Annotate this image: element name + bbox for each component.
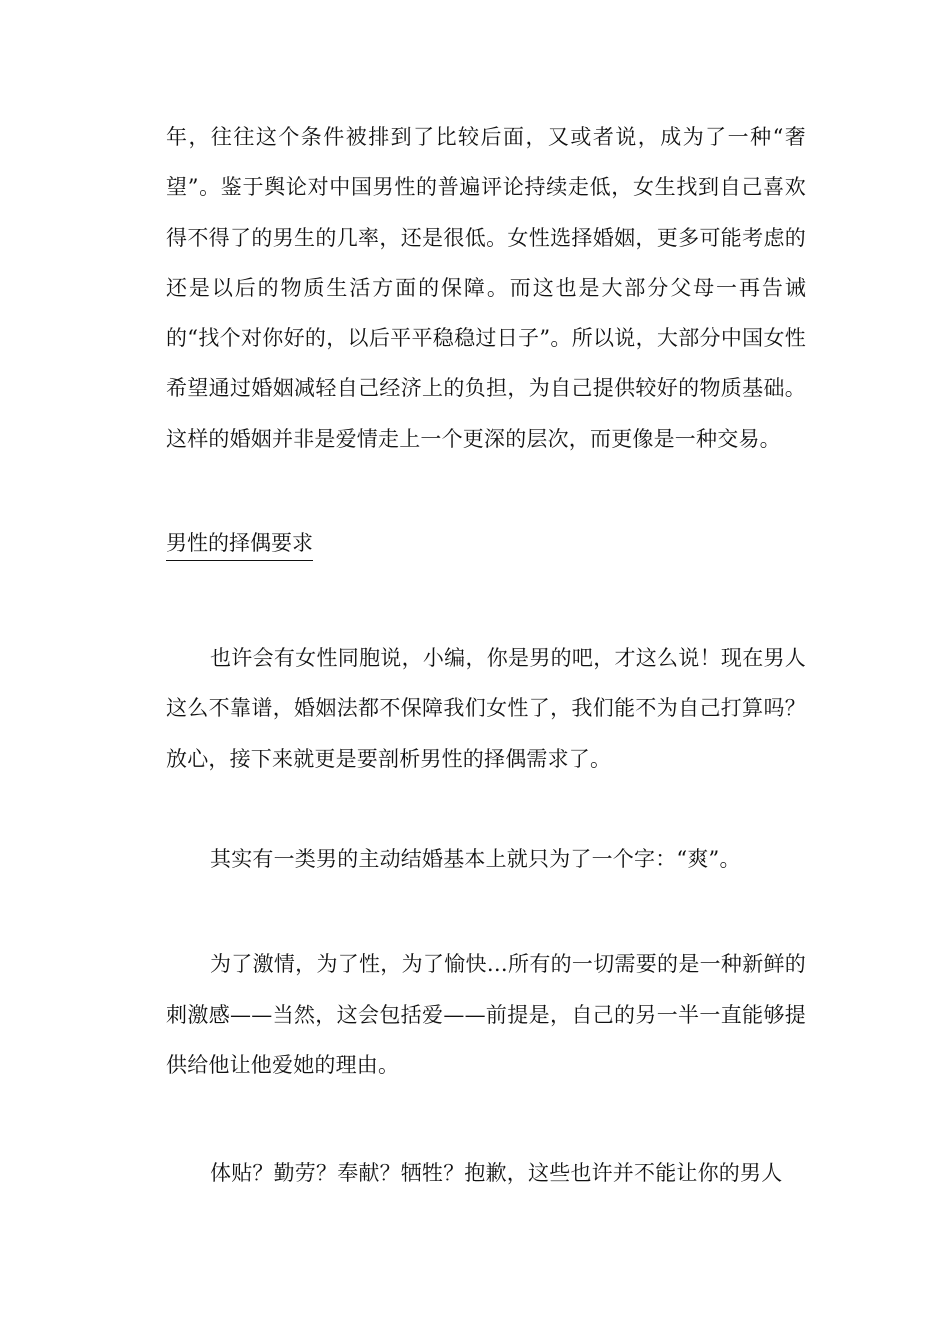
paragraph-women-marriage-security: 年，往往这个条件被排到了比较后面，又或者说，成为了一种“奢望”。鉴于舆论对中国男性的普遍评论持续走低，女生找到自己喜欢得不得了的男生的几率，还是很低。女性选择婚姻，更多可能考虑的还是以后的物质生活方面的保障。而这也是大部分父母一再告诫的“找个对你好的，以后平平稳稳过日子”。所以说，大部分中国女性希望通过婚姻减轻自己经济上的负担，为自己提供较好的物质基础。这样的婚姻并非是爱情走上一个更深的层次，而更像是一种交易。 [166,125,806,451]
paragraph-passion-and-freshness: 为了激情，为了性，为了愉快…所有的一切需要的是一种新鲜的刺激感——当然，这会包括爱——前提是，自己的另一半一直能够提供给他让他爱她的理由。 [166,952,806,1077]
paragraph-devotion-not-enough: 体贴？勤劳？奉献？牺牲？抱歉，这些也许并不能让你的男人 [210,1161,783,1186]
paragraph-women-objection: 也许会有女性同胞说，小编，你是男的吧，才这么说！现在男人这么不靠谱，婚姻法都不保障我们女性了，我们能不为自己打算吗？放心，接下来就更是要剖析男性的择偶需求了。 [166,646,806,771]
document-page [166,112,806,1198]
paragraph-men-marry-for-pleasure: 其实有一类男的主动结婚基本上就只为了一个字：“爽”。 [210,846,741,871]
section-heading-male-requirements: 男性的择偶要求 [166,528,313,561]
section-heading-wrapper [166,514,806,572]
